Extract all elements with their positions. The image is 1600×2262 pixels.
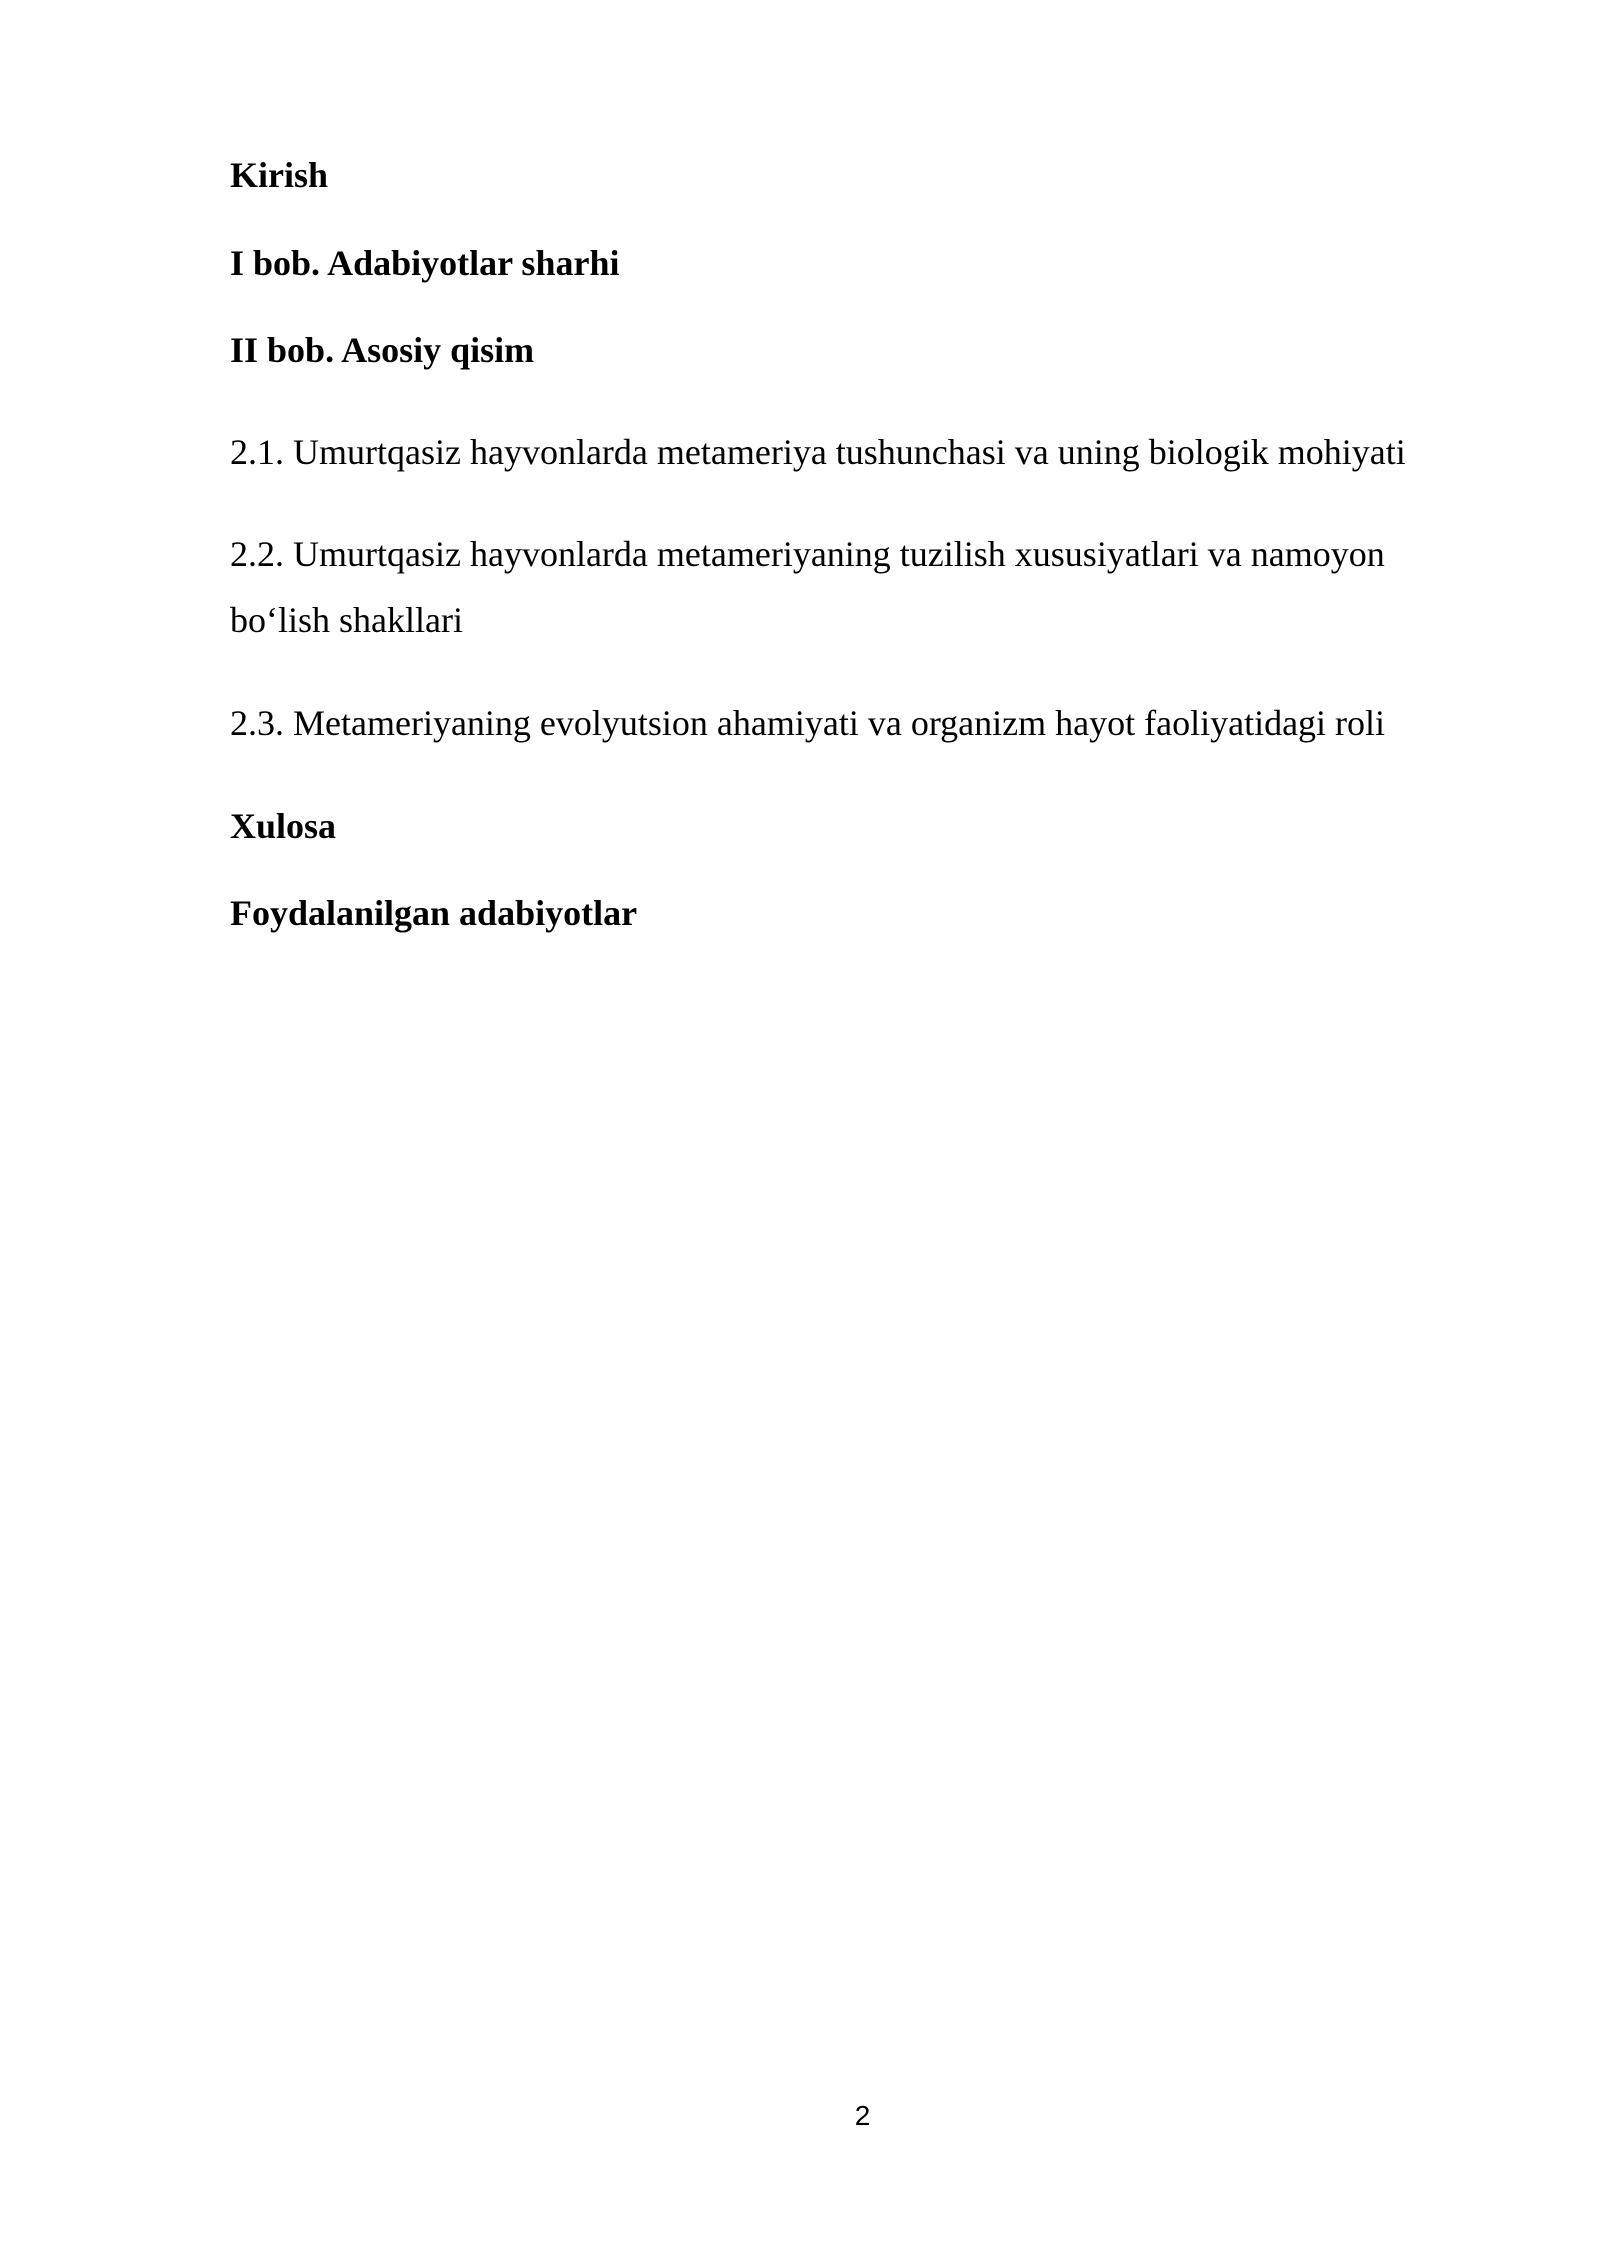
page-number: 2 [854, 2100, 871, 2131]
toc-entry-conclusion: Xulosa [230, 806, 337, 846]
toc-entry-section-2-3: 2.3. Metameriyaning evolyutsion ahamiyati va organizm hayot faoliyatidagi roli [230, 703, 1386, 743]
toc-entry-chapter-1: I bob. Adabiyotlar sharhi [230, 243, 620, 283]
toc-entry-chapter-2: II bob. Asosiy qisim [230, 330, 535, 370]
toc-entry-section-2-1: 2.1. Umurtqasiz hayvonlarda metameriya tushunchasi va uning biologik mohiyati [230, 432, 1406, 472]
toc-entry-references: Foydalanilgan adabiyotlar [230, 893, 638, 933]
toc-entry-section-2-2: 2.2. Umurtqasiz hayvonlarda metameriyaning tuzilish xususiyatlari va namoyon bo‘lish shakllari [230, 534, 1385, 640]
toc-entry-introduction: Kirish [230, 155, 329, 195]
